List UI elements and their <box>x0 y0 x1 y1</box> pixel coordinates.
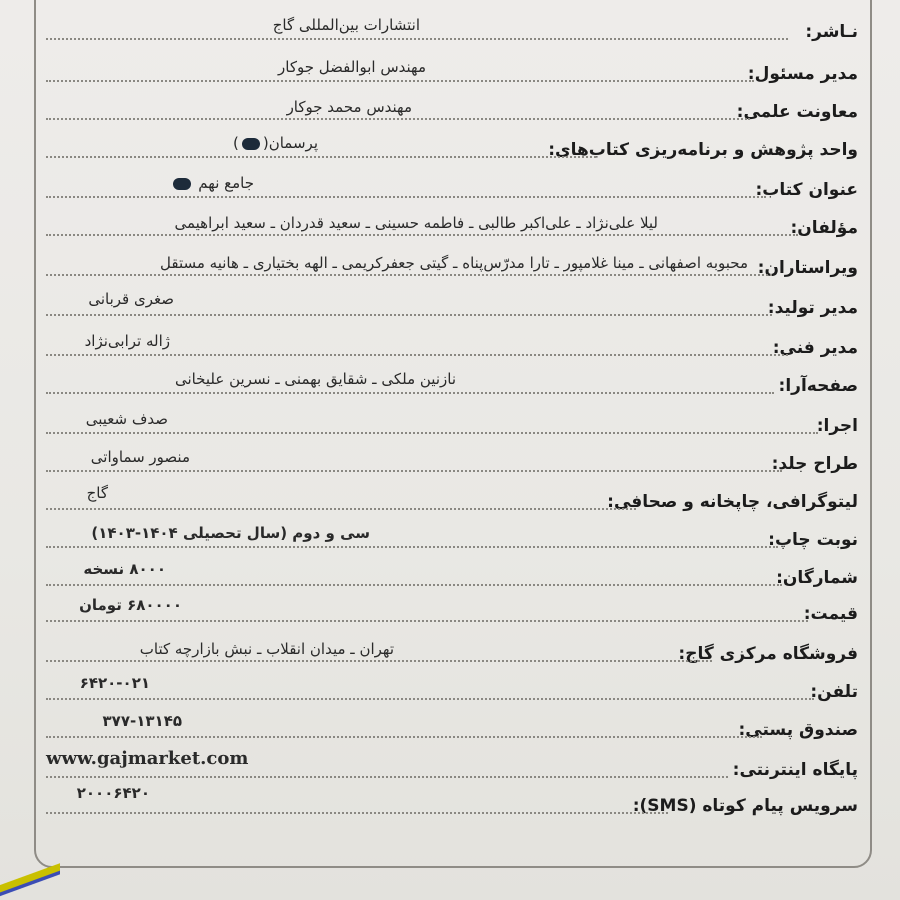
value-technical-manager: ژاله ترابی‌نژاد <box>84 332 170 350</box>
dotted-line <box>46 156 596 158</box>
dotted-line <box>46 274 772 276</box>
label-printing: لیتوگرافی، چاپخانه و صحافی: <box>607 492 858 512</box>
label-layout-designer: صفحه‌آرا: <box>778 376 858 396</box>
value-publisher: انتشارات بین‌المللی گاج <box>272 16 420 34</box>
logo-icon <box>173 178 191 190</box>
label-book-title: عنوان کتاب: <box>755 180 858 200</box>
row-book-title <box>40 172 858 202</box>
row-technical-manager <box>40 330 858 360</box>
label-phone: تلفن: <box>810 682 858 702</box>
corner-decoration <box>0 860 60 900</box>
value-editors: محبوبه اصفهانی ـ مینا غلامپور ـ تارا مدرّس‌پناه ـ گیتی جعفرکریمی ـ الهه بختیاری ـ هانیه مستقل <box>160 254 748 272</box>
dotted-line <box>46 698 814 700</box>
dotted-line <box>46 620 808 622</box>
row-price <box>40 596 858 626</box>
value-execution: صدف شعیبی <box>85 410 168 428</box>
value-managing-director: مهندس ابوالفضل جوکار <box>278 58 426 76</box>
row-phone <box>40 674 858 704</box>
dotted-line <box>46 660 712 662</box>
label-scientific-deputy: معاونت علمی: <box>736 102 858 122</box>
row-website <box>40 748 858 782</box>
dotted-line <box>46 38 788 40</box>
dotted-line <box>46 736 762 738</box>
label-research-unit: واحد پژوهش و برنامه‌ریزی کتاب‌های: <box>548 140 858 160</box>
label-price: قیمت: <box>803 604 858 624</box>
value-price: ۶۸۰۰۰۰ تومان <box>79 596 182 614</box>
label-editors: ویراستاران: <box>757 258 858 278</box>
label-cover-designer: طراح جلد: <box>771 454 858 474</box>
value-layout-designer: نازنین ملکی ـ شقایق بهمنی ـ نسرین علیخانی <box>174 370 456 388</box>
value-po-box: ۳۷۷-۱۳۱۴۵ <box>102 712 182 730</box>
dotted-line <box>46 80 754 82</box>
label-sms: سرویس پیام کوتاه (SMS): <box>632 796 858 816</box>
row-editors <box>40 250 858 280</box>
dotted-line <box>46 432 818 434</box>
label-circulation: شمارگان: <box>776 568 858 588</box>
row-po-box <box>40 712 858 742</box>
value-production-manager: صغری قربانی <box>88 290 174 308</box>
dotted-line <box>46 392 774 394</box>
label-technical-manager: مدیر فنی: <box>772 338 858 358</box>
label-execution: اجرا: <box>816 416 858 436</box>
row-printing <box>40 484 858 514</box>
row-production-manager <box>40 290 858 320</box>
label-po-box: صندوق پستی: <box>738 720 858 740</box>
label-edition: نوبت چاپ: <box>768 530 858 550</box>
row-central-store <box>40 636 858 666</box>
dotted-line <box>46 234 798 236</box>
row-sms <box>40 784 858 818</box>
label-authors: مؤلفان: <box>790 218 858 238</box>
label-central-store: فروشگاه مرکزی گاج: <box>678 644 858 664</box>
value-printing: گاج <box>86 484 108 502</box>
row-cover-designer <box>40 446 858 476</box>
dotted-line <box>46 196 766 198</box>
dotted-line <box>46 118 750 120</box>
value-circulation: ۸۰۰۰ نسخه <box>83 560 166 578</box>
value-book-title: جامع نهم <box>170 174 254 192</box>
row-authors <box>40 210 858 240</box>
label-production-manager: مدیر تولید: <box>767 298 858 318</box>
value-authors: لیلا علی‌نژاد ـ علی‌اکبر طالبی ـ فاطمه حسینی ـ سعید قدردان ـ سعید ابراهیمی <box>174 214 658 232</box>
label-managing-director: مدیر مسئول: <box>747 64 858 84</box>
row-scientific-deputy <box>40 94 858 124</box>
value-cover-designer: منصور سماواتی <box>90 448 190 466</box>
dotted-line <box>46 354 788 356</box>
row-circulation <box>40 560 858 590</box>
dotted-line <box>46 776 728 778</box>
label-publisher: نـاشر: <box>805 22 858 42</box>
dotted-line <box>46 314 772 316</box>
row-managing-director <box>40 56 858 86</box>
value-phone: ۶۴۲۰-۰۲۱ <box>79 674 150 692</box>
dotted-line <box>46 470 782 472</box>
row-execution <box>40 408 858 438</box>
logo-icon <box>242 138 260 150</box>
row-publisher <box>40 14 858 44</box>
label-website: پایگاه اینترنتی: <box>732 760 858 780</box>
value-sms: ۲۰۰۰۶۴۲۰ <box>76 784 150 802</box>
value-central-store: تهران ـ میدان انقلاب ـ نبش بازارچه کتاب <box>139 640 394 658</box>
value-edition: سی و دوم (سال تحصیلی ۱۴۰۴-۱۴۰۳) <box>91 524 370 542</box>
value-research-unit: پرسمان() <box>233 134 318 152</box>
row-research-unit <box>40 132 858 162</box>
dotted-line <box>46 584 782 586</box>
dotted-line <box>46 508 636 510</box>
dotted-line <box>46 812 668 814</box>
dotted-line <box>46 546 778 548</box>
row-layout-designer <box>40 368 858 398</box>
row-edition <box>40 522 858 552</box>
value-scientific-deputy: مهندس محمد جوکار <box>286 98 412 116</box>
value-website[interactable]: www.gajmarket.com <box>46 748 249 769</box>
